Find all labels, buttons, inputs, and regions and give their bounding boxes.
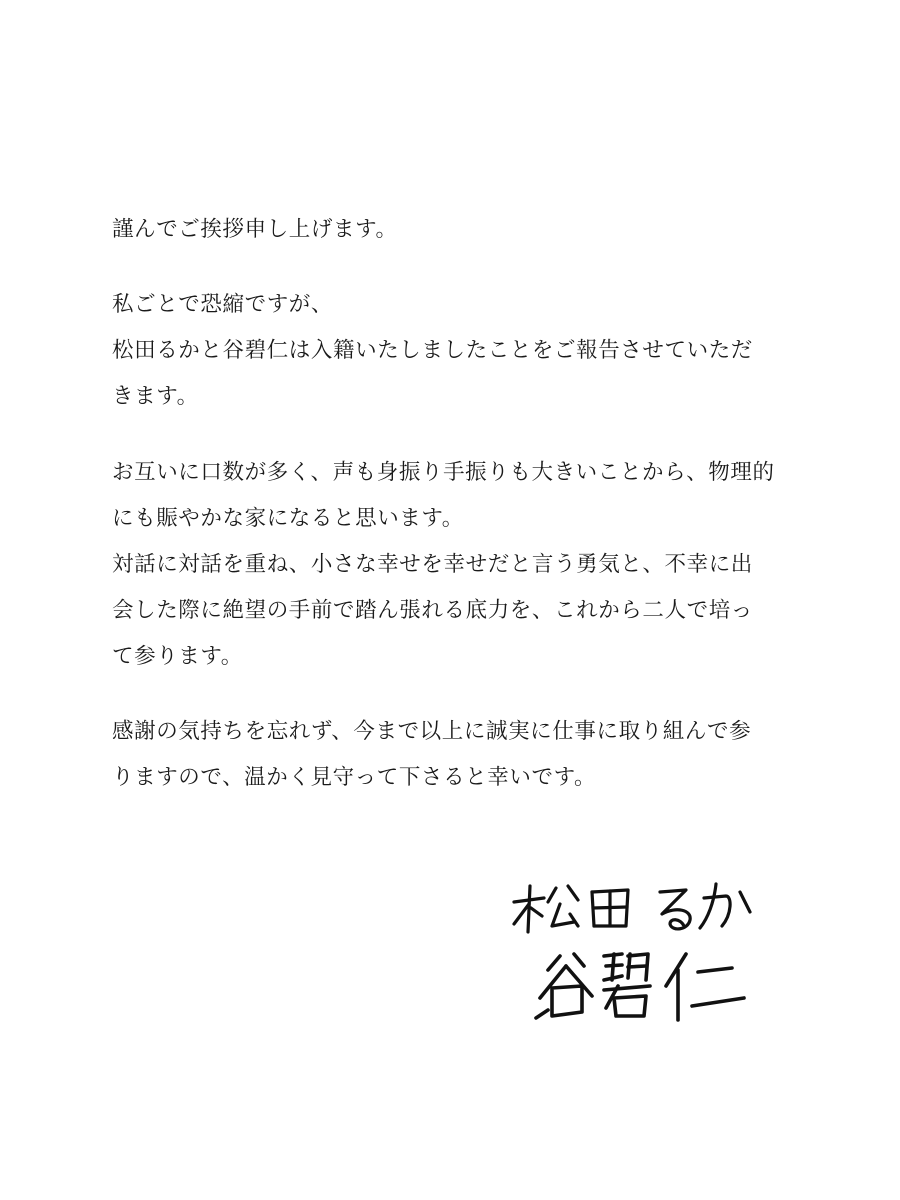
signature-char-jin: [666, 954, 744, 1020]
signature-char-heki: [604, 954, 650, 1016]
signature-char-matsu: [514, 886, 578, 932]
paragraph-1-line-3: きます。: [112, 384, 199, 409]
paragraph-2-line-4: 会した際に絶望の手前で踏ん張れる底力を、これから二人で培っ: [112, 598, 753, 623]
signature-drawing: [500, 870, 780, 1030]
paragraph-1-line-2: 松田るかと谷碧仁は入籍いたしましたことをご報告させていただ: [112, 338, 753, 363]
signature-char-ta: [592, 890, 628, 926]
paragraph-2-line-3: 対話に対話を重ね、小さな幸せを幸せだと言う勇気と、不幸に出: [112, 552, 753, 577]
paragraph-3-line-2: りますので、温かく見守って下さると幸いです。: [112, 765, 597, 790]
paragraph-3-line-1: 感謝の気持ちを忘れず、今まで以上に誠実に仕事に取り組んで参: [112, 719, 752, 744]
paragraph-1-line-1: 私ごとで恐縮ですが、: [112, 292, 334, 317]
signature-char-ka: [700, 884, 750, 928]
paragraph-2-line-2: にも賑やかな家になると思います。: [112, 506, 464, 531]
greeting-line: 謹んでご挨拶申し上げます。: [112, 217, 398, 242]
signature-char-tani: [536, 954, 592, 1018]
paragraph-2-line-1: お互いに口数が多く、声も身振り手振りも大きいことから、物理的: [112, 460, 775, 485]
signature-char-ru: [660, 890, 690, 929]
handwritten-signature: [500, 870, 780, 1030]
paragraph-2-line-5: て参ります。: [112, 644, 243, 669]
